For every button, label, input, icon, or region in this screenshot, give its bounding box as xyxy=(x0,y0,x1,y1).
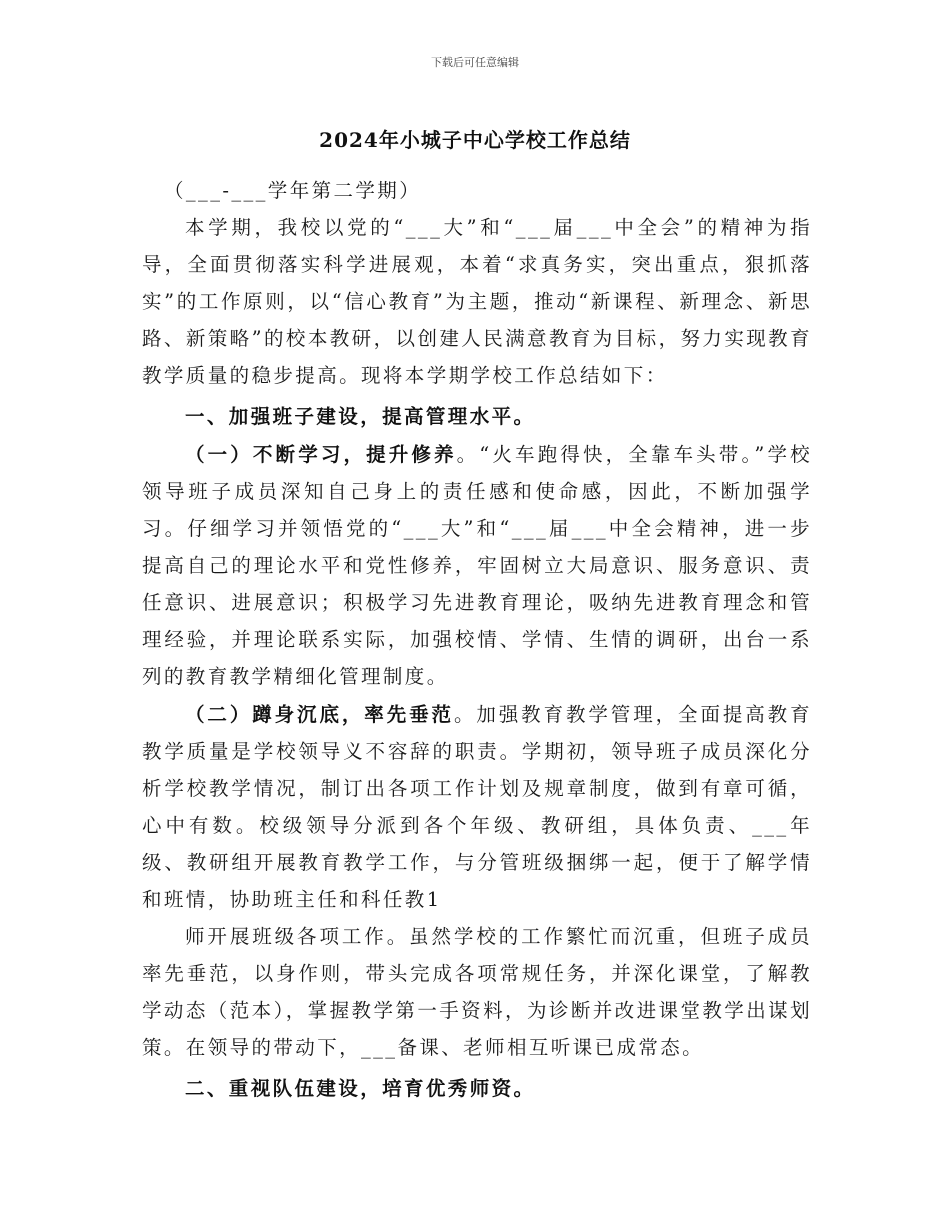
document-title: 2024年小城子中心学校工作总结 xyxy=(319,128,631,152)
section-1-sub-2-paragraph xyxy=(142,696,812,918)
section-1-sub-2-text: 。加强教育教学管理，全面提高教育教学质量是学校领导义不容辞的职责。学期初，领导班子成员深化分析学校教学情况，制订出各项工作计划及规章制度，做到有章可循，心中有数。校级领导分派到各个年级、教研组，具体负责、___年级、教研组开展教育教学工作，与分管班级捆绑一起，便于了解学情和班情，协助班主任和科任教1 xyxy=(142,703,812,911)
semester-line: （___-___学年第二学期） xyxy=(164,179,422,202)
section-1-heading: 一、加强班子建设，提高管理水平。 xyxy=(185,405,536,428)
intro-paragraph: 本学期，我校以党的“___大”和“___届___中全会”的精神为指导，全面贯彻落实科学进展观，本着“求真务实，突出重点，狠抓落实”的工作原则，以“信心教育”为主题，推动“新课程、新理念、新思路、新策略”的校本教研，以创建人民满意教育为目标，努力实现教育教学质量的稳步提高。现将本学期学校工作总结如下： xyxy=(142,216,812,387)
section-1-sub-1-lead: （一）不断学习，提升修养 xyxy=(185,443,457,466)
section-1-sub-1-paragraph xyxy=(142,436,812,695)
section-1-sub-2-continued: 师开展班级各项工作。虽然学校的工作繁忙而沉重，但班子成员率先垂范，以身作则，带头完成各项常规任务，并深化课堂，了解教学动态（范本），掌握教学第一手资料，为诊断并改进课堂教学出谋划策。在领导的带动下，___备课、老师相互听课已成常态。 xyxy=(142,925,812,1059)
header-note: 下载后可任意编辑 xyxy=(431,56,519,69)
section-2-heading: 二、重视队伍建设，培育优秀师资。 xyxy=(185,1077,536,1100)
section-1-sub-1-text: 。“火车跑得快，全靠车头带。”学校领导班子成员深知自己身上的责任感和使命感，因此，不断加强学习。仔细学习并领悟党的“___大”和“___届___中全会精神，进一步提高自己的理论水平和党性修养，牢固树立大局意识、服务意识、责任意识、进展意识；积极学习先进教育理论，吸纳先进教育理念和管理经验，并理论联系实际，加强校情、学情、生情的调研，出台一系列的教育教学精细化管理制度。 xyxy=(142,443,812,688)
document-body xyxy=(142,172,812,1107)
section-1-sub-2-lead: （二）蹲身沉底，率先垂范 xyxy=(185,703,454,726)
